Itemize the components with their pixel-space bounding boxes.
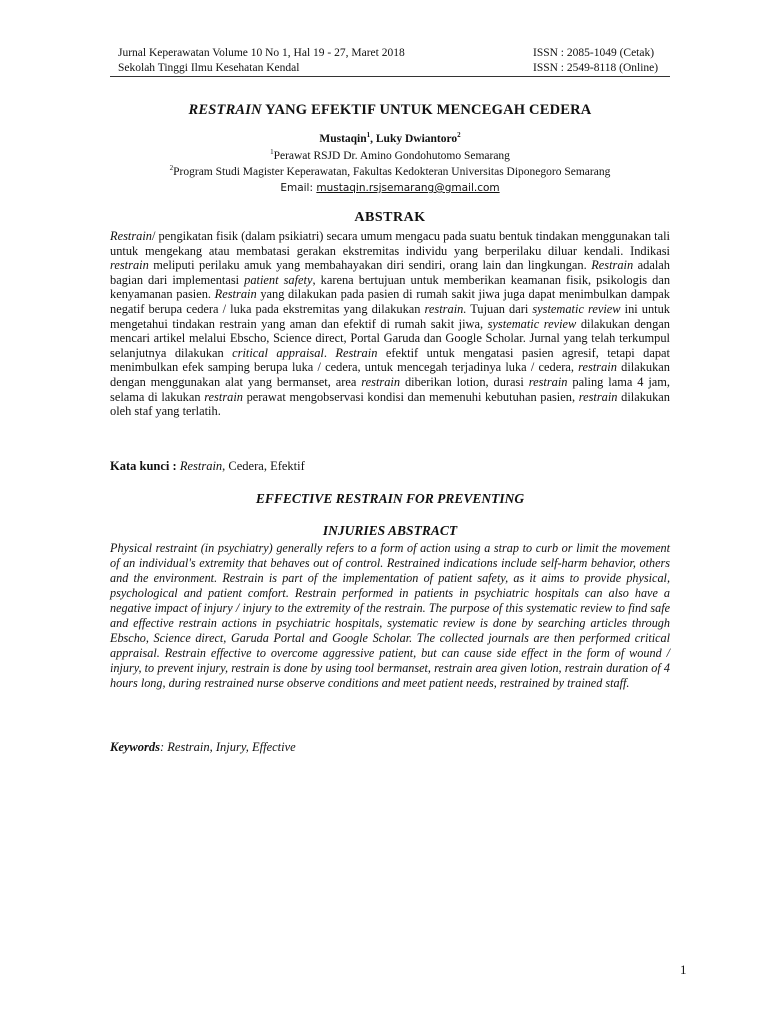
abstrak-segment: paling lama 4 jam, selama di lakukan: [110, 374, 670, 404]
title-italic: RESTRAIN: [188, 102, 262, 118]
abstrak-segment: restrain: [578, 389, 618, 404]
author-separator: ,: [370, 133, 376, 145]
abstrak-heading: ABSTRAK: [354, 210, 426, 225]
affiliation-2-text: Program Studi Magister Keperawatan, Fakultas Kedokteran Universitas Diponegoro Semarang: [173, 166, 611, 178]
abstrak-segment: .: [323, 345, 336, 360]
author-1-sup: 1: [366, 131, 371, 139]
journal-citation: Jurnal Keperawatan Volume 10 No 1, Hal 19 - 27, Maret 2018: [118, 47, 405, 59]
author-list: [110, 133, 670, 145]
abstrak-segment: diberikan lotion, durasi: [400, 374, 529, 389]
abstrak-segment: yang dilakukan pada pasien di rumah sakit jiwa juga dapat menimbulkan dampak negatif berupa cedera / luka pada ekstremitas yang dilakukan: [110, 287, 671, 316]
abstrak-segment: efektif untuk mengatasi pasien agresif, tetapi dapat menimbulkan efek samping berupa luka / cedera, untuk mencegah terjadinya luka / cedera,: [110, 345, 670, 375]
email-label: Email:: [280, 182, 317, 194]
abstrak-segment: / pengikatan fisik (dalam psikiatri) secara umum mengacu pada suatu bentuk tindakan menggunakan tali untuk mengekang atau membatasi gerakan ekstremitas individu yang berperilaku diluar kendali. Indikasi: [110, 229, 670, 258]
issn-print: ISSN : 2085-1049 (Cetak): [533, 47, 655, 59]
running-header: [118, 46, 668, 76]
affiliation-1-text: Perawat RSJD Dr. Amino Gondohutomo Semarang: [273, 150, 510, 162]
abstrak-body: [110, 229, 670, 419]
kata-kunci-label: Kata kunci :: [110, 459, 177, 473]
institution-name: Sekolah Tinggi Ilmu Kesehatan Kendal: [118, 62, 300, 74]
title-rest: YANG EFEKTIF UNTUK MENCEGAH CEDERA: [261, 102, 592, 118]
abstrak-segment: Restrain: [591, 258, 634, 273]
abstrak-segment: Restrain: [214, 287, 257, 302]
abstrak-segment: dilakukan oleh staf yang terlatih.: [110, 389, 670, 419]
author-2-sup: 2: [457, 131, 461, 139]
author-email: [110, 182, 670, 194]
abstrak-segment: dilakukan dengan menggunakan alat yang bermanset, area: [110, 360, 670, 389]
abstrak-segment: patient safety: [244, 272, 313, 287]
affiliation-1: [110, 150, 670, 162]
abstrak-segment: restrain: [578, 360, 617, 375]
abstrak-segment: critical appraisal: [232, 345, 324, 360]
abstrak-segment: Restrain: [110, 229, 152, 243]
page-number: 1: [680, 962, 687, 977]
abstrak-segment: meliputi perilaku amuk yang membahayakan diri sendiri, orang lain dan lingkungan.: [148, 258, 592, 273]
paper-title: [110, 102, 670, 119]
keywords-line: [110, 740, 670, 755]
abstrak-segment: restrain: [361, 374, 401, 389]
english-title-line-1: EFFECTIVE RESTRAIN FOR PREVENTING: [255, 491, 525, 506]
english-title-line-2: INJURIES ABSTRACT: [322, 523, 458, 538]
author-2: Luky Dwiantoro: [375, 133, 458, 145]
abstrak-segment: restrain: [204, 389, 243, 404]
abstrak-segment: ini untuk mengetahui tindakan restrain yang aman dan efektif di rumah sakit jiwa,: [110, 301, 671, 331]
abstrak-segment: restrain: [110, 258, 149, 273]
keywords-text: : Restrain, Injury, Effective: [160, 740, 296, 754]
email-link[interactable]: mustaqin.rsjsemarang@gmail.com: [316, 182, 500, 194]
affiliation-2-sup: 2: [169, 164, 174, 172]
issn-online: ISSN : 2549-8118 (Online): [533, 62, 659, 74]
header-divider: [110, 76, 670, 77]
kata-kunci-line: [110, 459, 670, 474]
abstrak-segment: perawat mengobservasi kondisi dan memenuhi kebutuhan pasien,: [242, 389, 579, 404]
abstrak-segment: restrain.: [424, 301, 467, 316]
abstrak-segment: adalah bagian dari implementasi: [110, 258, 670, 287]
affiliation-2: [110, 166, 670, 178]
abstrak-segment: systematic review: [487, 316, 577, 331]
kata-kunci-first: Restrain: [179, 459, 223, 473]
english-abstract-body: Physical restraint (in psychiatry) generally refers to a form of action using a strap to curb or limit the movement of an individual's extremity that behaves out of control. Restrained indications include self-harm behavior, others and the environment. Restrain is part of the implementation of patient safety, as it aims to provide physical, psychological and patient comfort. Restrain performed in patients in psychiatric hospitals can also have a negative impact of injury / injury to the extremity of the restrain. The purpose of this systematic review to find safe and effective restrain actions in psychiatric hospitals, systematic review is done by searching articles through Ebscho, Science direct, Garuda Portal and Google Scholar. The collected journals are then performed critical appraisal. Restrain effective to overcome aggressive patient, but can cause side effect in the form of wound / injury, to prevent injury, restrain is done by using tool bermanset, restrain area given lotion, restrain duration of 4 hours long, during restrained nurse observe conditions and meet patient needs, restrained by trained staff.: [110, 541, 670, 690]
keywords-label: Keywords: [110, 740, 160, 754]
abstrak-segment: restrain: [528, 374, 568, 389]
author-1: Mustaqin: [319, 133, 367, 145]
kata-kunci-rest: , Cedera, Efektif: [222, 459, 305, 473]
abstrak-segment: Tujuan dari: [466, 301, 533, 316]
abstrak-segment: Restrain: [335, 345, 378, 360]
abstrak-segment: dilakukan dengan mencari artikel melalui Ebscho, Science direct, Portal Garuda dan Google Scholar. Jurnal yang telah terkumpul selanjutnya dilakukan: [110, 316, 670, 360]
abstrak-segment: , karena bertujuan untuk memberikan keamanan fisik, psikologis dan kenyamanan pasien.: [110, 272, 671, 302]
abstrak-segment: systematic review: [532, 301, 621, 316]
affiliation-1-sup: 1: [270, 148, 274, 156]
